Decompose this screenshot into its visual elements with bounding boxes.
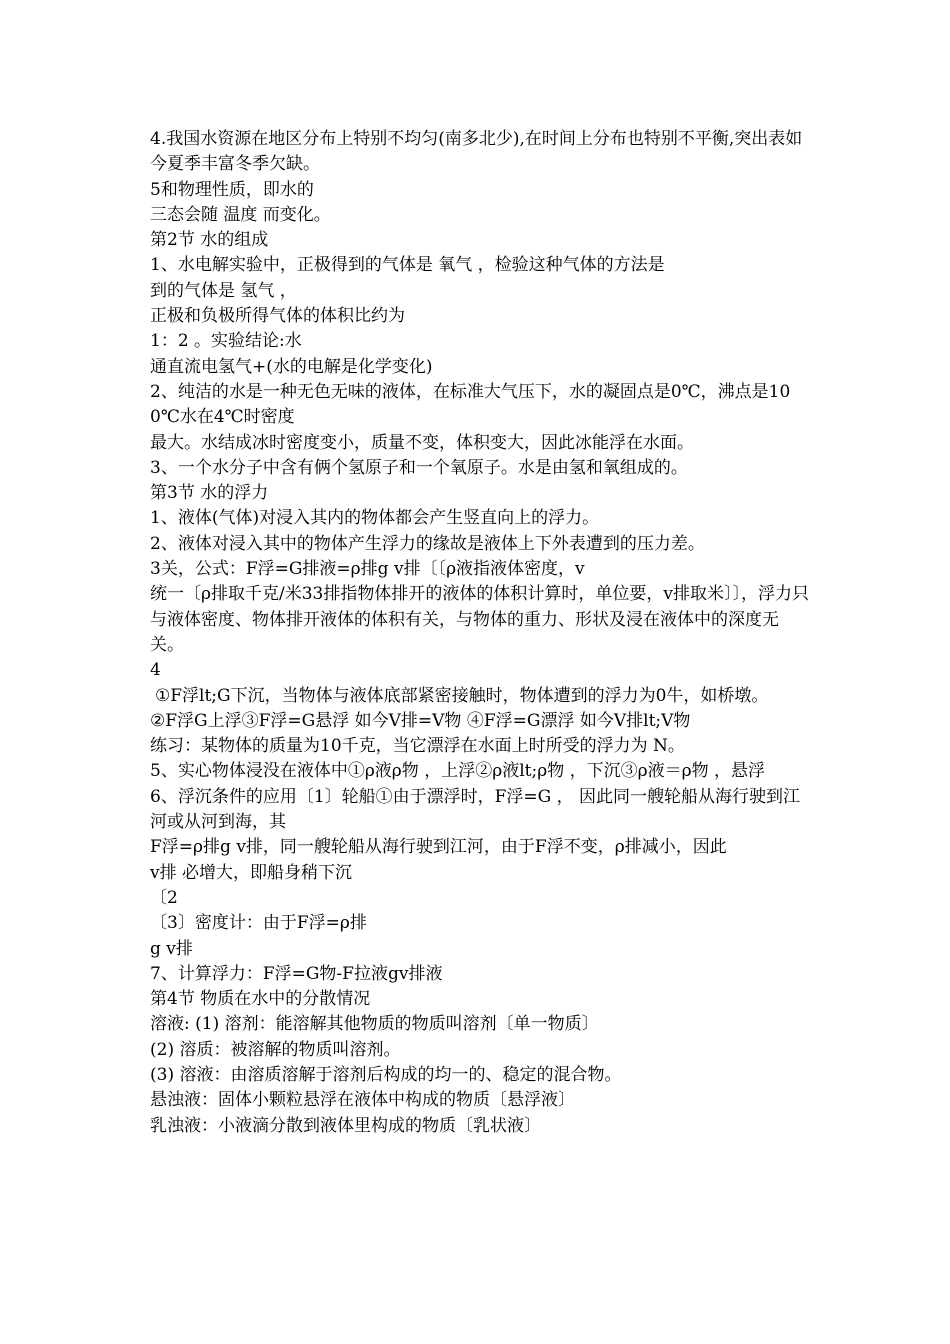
text-line: 4.我国水资源在地区分布上特别不均匀(南多北少),在时间上分布也特别不平衡,突出表如今夏季丰富冬季欠缺。 xyxy=(150,129,803,175)
text-line: (2) 溶质：被溶解的物质叫溶剂。 xyxy=(150,1039,401,1060)
text-line: 3关，公式：F浮=G排液=ρ排g v排〔〔ρ液指液体密度，v xyxy=(150,559,585,580)
text-line: 7、计算浮力：F浮=G物-F拉液gv排液 xyxy=(150,963,443,984)
text-line: 乳浊液：小液滴分散到液体里构成的物质〔乳状液〕 xyxy=(150,1115,541,1136)
text-line: 1、液体(气体)对浸入其内的物体都会产生竖直向上的浮力。 xyxy=(150,508,600,529)
text-line: 5、实心物体浸没在液体中①ρ液ρ物 ，上浮②ρ液lt;ρ物 ，下沉③ρ液＝ρ物 ，悬浮 xyxy=(150,761,765,782)
text-line: 三态会随 温度 而变化。 xyxy=(150,204,331,225)
text-line: 6、浮沉条件的应用〔1〕轮船①由于漂浮时，F浮=G ， 因此同一艘轮船从海行驶到江河或从河到海，其 xyxy=(150,786,801,833)
text-line: 5和物理性质，即水的 xyxy=(150,179,314,200)
text-line: v排 必增大，即船身稍下沉 xyxy=(150,862,353,883)
text-line: 〔3〕密度计：由于F浮=ρ排 xyxy=(150,913,367,934)
text-line: 1：2 。实验结论:水 xyxy=(150,331,302,352)
section-heading: 第3节 水的浮力 xyxy=(150,483,269,504)
text-line: 到的气体是 氢气 ， xyxy=(150,280,297,301)
text-line: 4 xyxy=(150,660,161,681)
text-line: 悬浊液：固体小颗粒悬浮在液体中构成的物质〔悬浮液〕 xyxy=(150,1090,575,1111)
text-line: ①F浮lt;G下沉，当物体与液体底部紧密接触时，物体遭到的浮力为0牛，如桥墩。 xyxy=(155,685,769,706)
text-line: F浮=ρ排g v排，同一艘轮船从海行驶到江河，由于F浮不变，ρ排减小，因此 xyxy=(150,837,727,858)
text-line: 3、一个水分子中含有俩个氢原子和一个氧原子。水是由氢和氧组成的。 xyxy=(150,457,688,478)
text-line: 正极和负极所得气体的体积比约为 xyxy=(150,306,405,327)
text-line: 溶液: (1) 溶剂：能溶解其他物质的物质叫溶剂〔单一物质〕 xyxy=(150,1014,599,1035)
text-line: 练习：某物体的质量为10千克，当它漂浮在水面上时所受的浮力为 N。 xyxy=(150,736,685,757)
text-line: 2、纯洁的水是一种无色无味的液体，在标准大气压下，水的凝固点是0℃，沸点是100℃水在4℃时密度 xyxy=(150,381,791,428)
text-line: 最大。水结成冰时密度变小，质量不变，体积变大，因此冰能浮在水面。 xyxy=(150,432,694,453)
section-heading: 第2节 水的组成 xyxy=(150,230,269,251)
text-line: 统一〔ρ排取千克/米33排指物体排开的液体的体积计算时，单位要，v排取米〕〕，浮力只与液体密度、物体排开液体的体积有关，与物体的重力、形状及浸在液体中的深度无关。 xyxy=(150,584,809,655)
text-line: g v排 xyxy=(150,938,193,959)
text-line: 1、水电解实验中，正极得到的气体是 氧气 ，检验这种气体的方法是 xyxy=(150,255,665,276)
text-line: (3) 溶液：由溶质溶解于溶剂后构成的均一的、稳定的混合物。 xyxy=(150,1064,622,1085)
text-line: ②F浮G上浮③F浮=G悬浮 如今V排=V物 ④F浮=G漂浮 如今V排lt;V物 xyxy=(150,710,691,731)
text-line: 〔2 xyxy=(150,887,178,908)
text-line: 通直流电氢气+(水的电解是化学变化) xyxy=(150,356,433,377)
section-heading: 第4节 物质在水中的分散情况 xyxy=(150,989,371,1010)
text-line: 2、液体对浸入其中的物体产生浮力的缘故是液体上下外表遭到的压力差。 xyxy=(150,533,705,554)
document-body xyxy=(150,127,810,1139)
